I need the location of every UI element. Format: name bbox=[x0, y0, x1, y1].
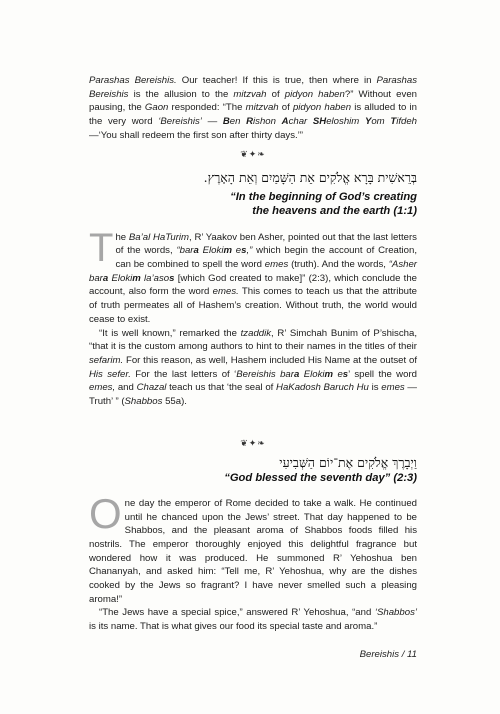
paragraph-shabbos-spice: “The Jews have a special spice,” answered R’ Yehoshua, “and ‘Shabbos’ is its name. That is what gives our food its special taste and aroma.” bbox=[89, 607, 417, 633]
drop-cap-2: O bbox=[89, 489, 122, 537]
hebrew-verse-heading: בְּרֵאשִׁית בָּרָא אֱלֹקִים אֵת הַשָּׁמַיִם וְאֵת הָאָרֶץ. bbox=[203, 170, 417, 185]
section-bereishis bbox=[89, 170, 417, 409]
verse-translation: “God blessed the seventh day” (2:3) bbox=[224, 472, 417, 484]
section-body bbox=[89, 225, 418, 409]
top-paragraph: Parashas Bereishis. Our teacher! If this is true, then where in Parashas Bereishis is the allusion to the mitzvah of pidyon haben?” Without even pausing, the Gaon responded: “The mitzvah of pidyon haben is alluded to in the very word ‘Bereishis’ — Ben Rishon Achar SHeloshim Yom Tifdeh —‘You shall redeem the first son after thirty days.’” bbox=[89, 75, 418, 141]
section-body-2 bbox=[89, 489, 417, 634]
paragraph-emperor-text: ne day the emperor of Rome decided to take a walk. He continued until he chanced upon the Jews’ street. That day happened to be Shabbos, and the pleasant aroma of Shabbos foods filled his nostrils. The emperor thoroughly enjoyed this delightful fragrance but wondered how it was produced. He summoned R’ Yehoshua ben Chananyah, and asked him: “Tell me, R’ Yehoshua, why are the dishes cooked by the Jews so fragrant? I have never smelled such a pleasing aroma!” bbox=[89, 497, 417, 605]
drop-cap: T bbox=[89, 225, 114, 270]
paragraph-sefarim: “It is well known,” remarked the tzaddik, R’ Simchah Bunim of P’shischa, “that it is the custom among authors to hint to their names in the titles of their sefarim. For this reason, as well, Hashem included His Name at the outset of His sefer. For the last letters of ‘Bereishis bara Elokim es’ spell the word emes, and Chazal teach us that ‘the seal of HaKadosh Baruch Hu is emes — Truth’ ” (Shabbos 55a). bbox=[89, 327, 418, 408]
hebrew-verse-heading-2: וַיְבָרֶךְ אֱלֹקִים אֶת־יוֹם הַשְּׁבִיעִי bbox=[279, 455, 417, 470]
section-seventh-day bbox=[89, 455, 417, 634]
paragraph-emes-text: he Ba’al HaTurim, R’ Yaakov ben Asher, pointed out that the last letters of the words, “bara Elokim es,” which begin the account of Creation, can be combined to spell the word emes (truth). And the words, “Asher bara Elokim la’asos [which God created to make]” (2:3), which conclude the account, also form the word emes. This comes to teach us that the attribute of truth permeates all of Hashem’s creation. Without truth, the world would cease to exist. bbox=[89, 231, 418, 325]
section-divider-ornament: ❦✦❧ bbox=[240, 149, 266, 159]
verse-translation-line-1: “In the beginning of God’s creating bbox=[230, 191, 417, 203]
page-column bbox=[89, 74, 417, 143]
verse-translation-line-2: the heavens and the earth (1:1) bbox=[252, 204, 417, 217]
paragraph-emperor bbox=[89, 489, 417, 607]
section-divider-ornament-2: ❦✦❧ bbox=[240, 438, 266, 448]
page-footer-running-head: Bereishis / 11 bbox=[359, 649, 417, 660]
paragraph-emes bbox=[89, 225, 418, 327]
